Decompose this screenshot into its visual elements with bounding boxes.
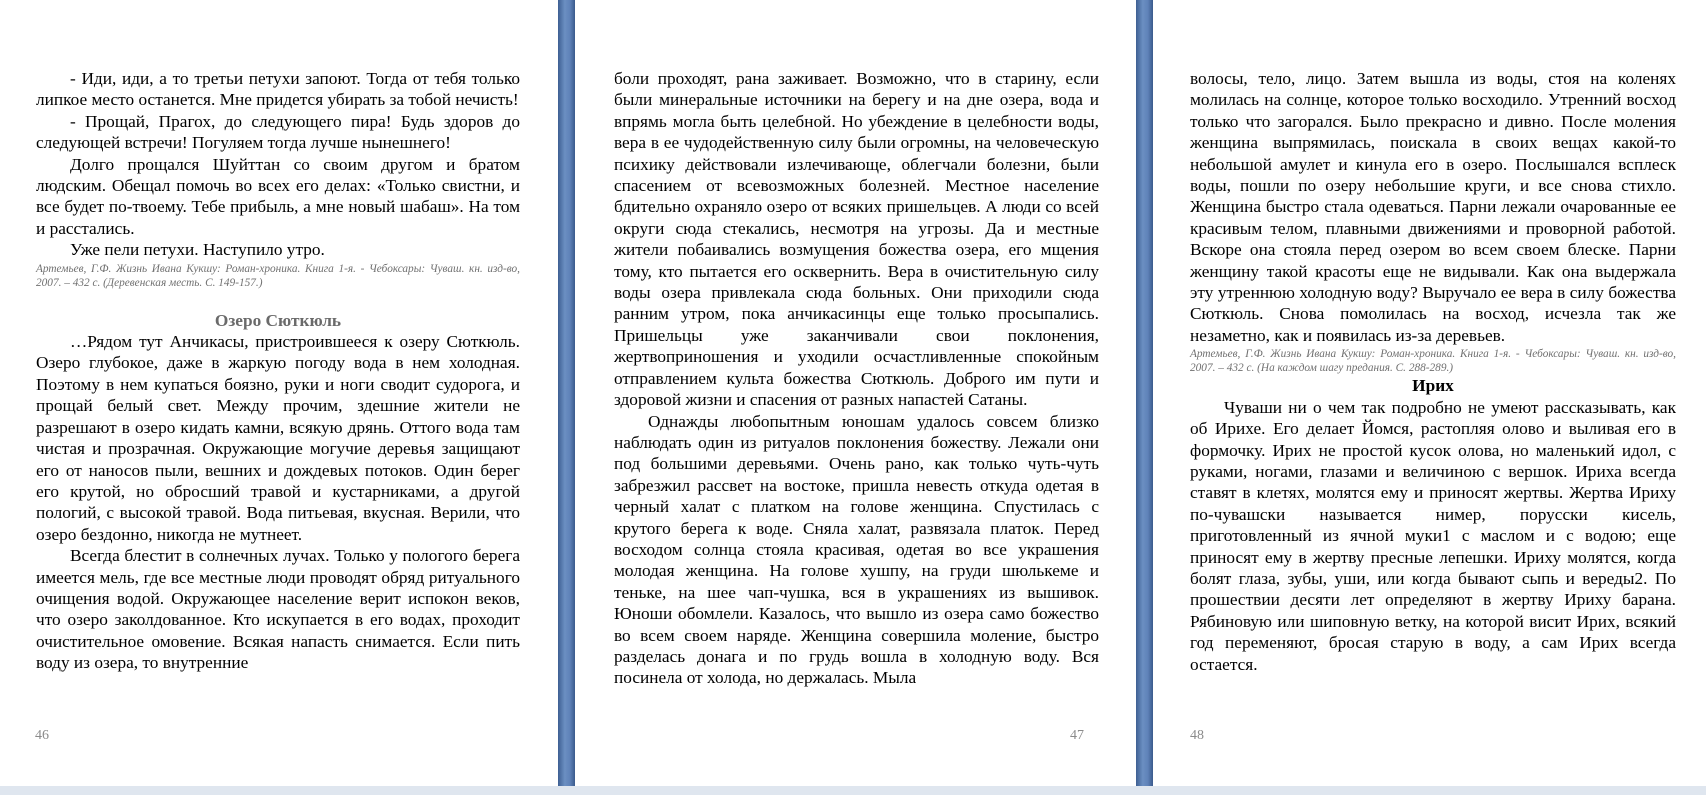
section-heading: Озеро Сюткюль xyxy=(214,310,342,330)
page-46-text xyxy=(36,68,520,674)
paragraph: - Прощай, Прагох, до следующего пира! Будь здоров до следующей встречи! Погуляем тогда лучше нынешнего! xyxy=(36,111,520,153)
page-48-text xyxy=(1190,68,1676,675)
page-46 xyxy=(0,0,558,786)
citation: Артемьев, Г.Ф. Жизнь Ивана Кукшу: Роман-хроника. Книга 1-я. - Чебоксары: Чуваш. кн. изд-во, 2007. – 432 с. (На каждом шагу предания. С. 288-289.) xyxy=(1190,348,1676,375)
citation: Артемьев, Г.Ф. Жизнь Ивана Кукшу: Роман-хроника. Книга 1-я. - Чебоксары: Чуваш. кн. изд-во, 2007. – 432 с. (Деревенская месть. С. 149-157.) xyxy=(36,262,520,289)
page-gutter xyxy=(558,0,575,795)
paragraph: боли проходят, рана заживает. Возможно, что в старину, если были минеральные источники на берегу и на дне озера, вода и впрямь могла быть целебной. Но убеждение в целебности воды, вера в ее чудодейственную силу были огромны, на человеческую психику действовали излечивающе, облегчали болезни, были спасением от всевозможных болезней. Местное население бдительно охраняло озеро от всяких пришельцев. А люди со всей округи сюда стекались, несмотря на угрозы. Да и местные жители побаивались возмущения божества озера, его мщения тому, кто пытается его осквернить. Вера в очистительную силу воды озера привлекала сюда больных. Они приходили сюда ранним утром, пока анчикасинцы еще только просыпались. Пришельцы уже заканчивали свои поклонения, жертвоприношения и уходили осчастливленные спокойным отправлением культа божества Сюткюль. Доброго им пути и здоровой жизни и спасения от разных напастей Сатаны. xyxy=(614,69,1099,410)
paragraph: - Иди, иди, а то третьи петухи запоют. Тогда от тебя только липкое место останется. Мне придется убирать за тобой нечисть! xyxy=(36,69,520,110)
paragraph: Уже пели петухи. Наступило утро. xyxy=(70,240,325,260)
paragraph: Чуваши ни о чем так подробно не умеют рассказывать, как об Ирихе. Его делает Йомся, растопляя олово и выливая его в формочку. Ирих не простой кусок олова, но маленький идол, с руками, ногами, глазами и величиною с вершок. Ириха всегда ставят в клетях, молятся ему и приносят жертвы. Жертва Ириху по-чувашски называется нимер, порусски кисель, приготовленный из ячной муки1 с маслом и с водою; еще приносят ему в жертву пресные лепешки. Ириху молятся, когда болят глаза, зубы, уши, или когда бывают сыпь и вереды2. По прошествии десяти лет определяют в жертву Ириху барана. Рябиновую или шиповную ветку, на которой висит Ирих, всякий год переменяют, бросая старую в воду, а сам Ирих всегда остается. xyxy=(1190,397,1676,674)
page-gutter xyxy=(1136,0,1153,795)
section-heading: Ирих xyxy=(1412,376,1454,396)
paragraph: Всегда блестит в солнечных лучах. Только у пологого берега имеется мель, где все местные люди проводят обряд ритуального очищения водой. Окружающее население верит испокон веков, что озеро заколдованное. Кто искупается в его водах, проходит очистительное омовение. Всякая напасть снимается. Если пить воду из озера, то внутренние xyxy=(36,546,520,673)
paragraph: Долго прощался Шуйттан со своим другом и братом людским. Обещал помочь во всех его делах: «Только свистни, и все будет по-твоему. Тебе прибыль, а мне новый шабаш». На том и расстались. xyxy=(36,154,520,238)
paragraph: Однажды любопытным юношам удалось совсем близко наблюдать один из ритуалов поклонения божеству. Лежали они под большими деревьями. Очень рано, как только чуть-чуть забрезжил рассвет на востоке, пришла невесть откуда одетая в черный халат с платком на голове женщина. Спустилась с крутого берега к воде. Сняла халат, развязала платок. Перед восходом солнца стояла красивая, одетая во все украшения молодая женщина. На голове хушпу, на груди шюлькеме и теньке, на шее чап-чушка, вся в украшениях из вышивок. Юноши обомлели. Казалось, что вышло из озера само божество во всем своем наряде. Женщина совершила моление, быстро разделась донага и по грудь вошла в холодную воду. Вся посинела от холода, но держалась. Мыла xyxy=(614,411,1099,688)
page-number: 48 xyxy=(1190,728,1204,743)
page-number: 46 xyxy=(35,728,49,743)
page-47-text xyxy=(614,68,1099,689)
page-number: 47 xyxy=(1070,728,1084,743)
page-48 xyxy=(1153,0,1706,786)
page-47 xyxy=(575,0,1136,786)
paragraph: …Рядом тут Анчикасы, пристроившееся к озеру Сюткюль. Озеро глубокое, даже в жаркую погоду вода в нем холодная. Поэтому в нем купаться боязно, руки и ноги сводит судорога, и прощай белый свет. Между прочим, здешние жители не разрешают в озеро кидать камни, всякую дрянь. Оттого вода там чистая и прозрачная. Окружающие могучие деревья защищают его от наносов пыли, вешних и дождевых потоков. Один берег его крутой, но обросший травой и кустарниками, а другой пологий, с высокой травой. Вода питьевая, вкусная. Верили, что озеро бездонно, никогда не мутнеет. xyxy=(36,332,520,544)
bottom-strip xyxy=(0,786,1706,795)
paragraph: волосы, тело, лицо. Затем вышла из воды, стоя на коленях молилась на солнце, которое только восходило. Утренний восход только что загорался. Было прекрасно и дивно. После моления женщина выпрямилась, поискала в своих вещах какой-то небольшой амулет и кинула его в озеро. Послышался всплеск воды, пошли по озеру небольшие круги, и все снова стихло. Женщина быстро стала одеваться. Парни лежали очарованные ее красивым телом, плавными движениями и проворной работой. Вскоре она стояла перед озером во всем своем блеске. Парни женщину такой красоты еще не видывали. Как она выдержала эту утреннюю холодную воду? Выручало ее вера в силу божества Сюткюль. Снова помолилась на восход, исчезла так же незаметно, как и появилась из-за деревьев. xyxy=(1190,69,1676,345)
